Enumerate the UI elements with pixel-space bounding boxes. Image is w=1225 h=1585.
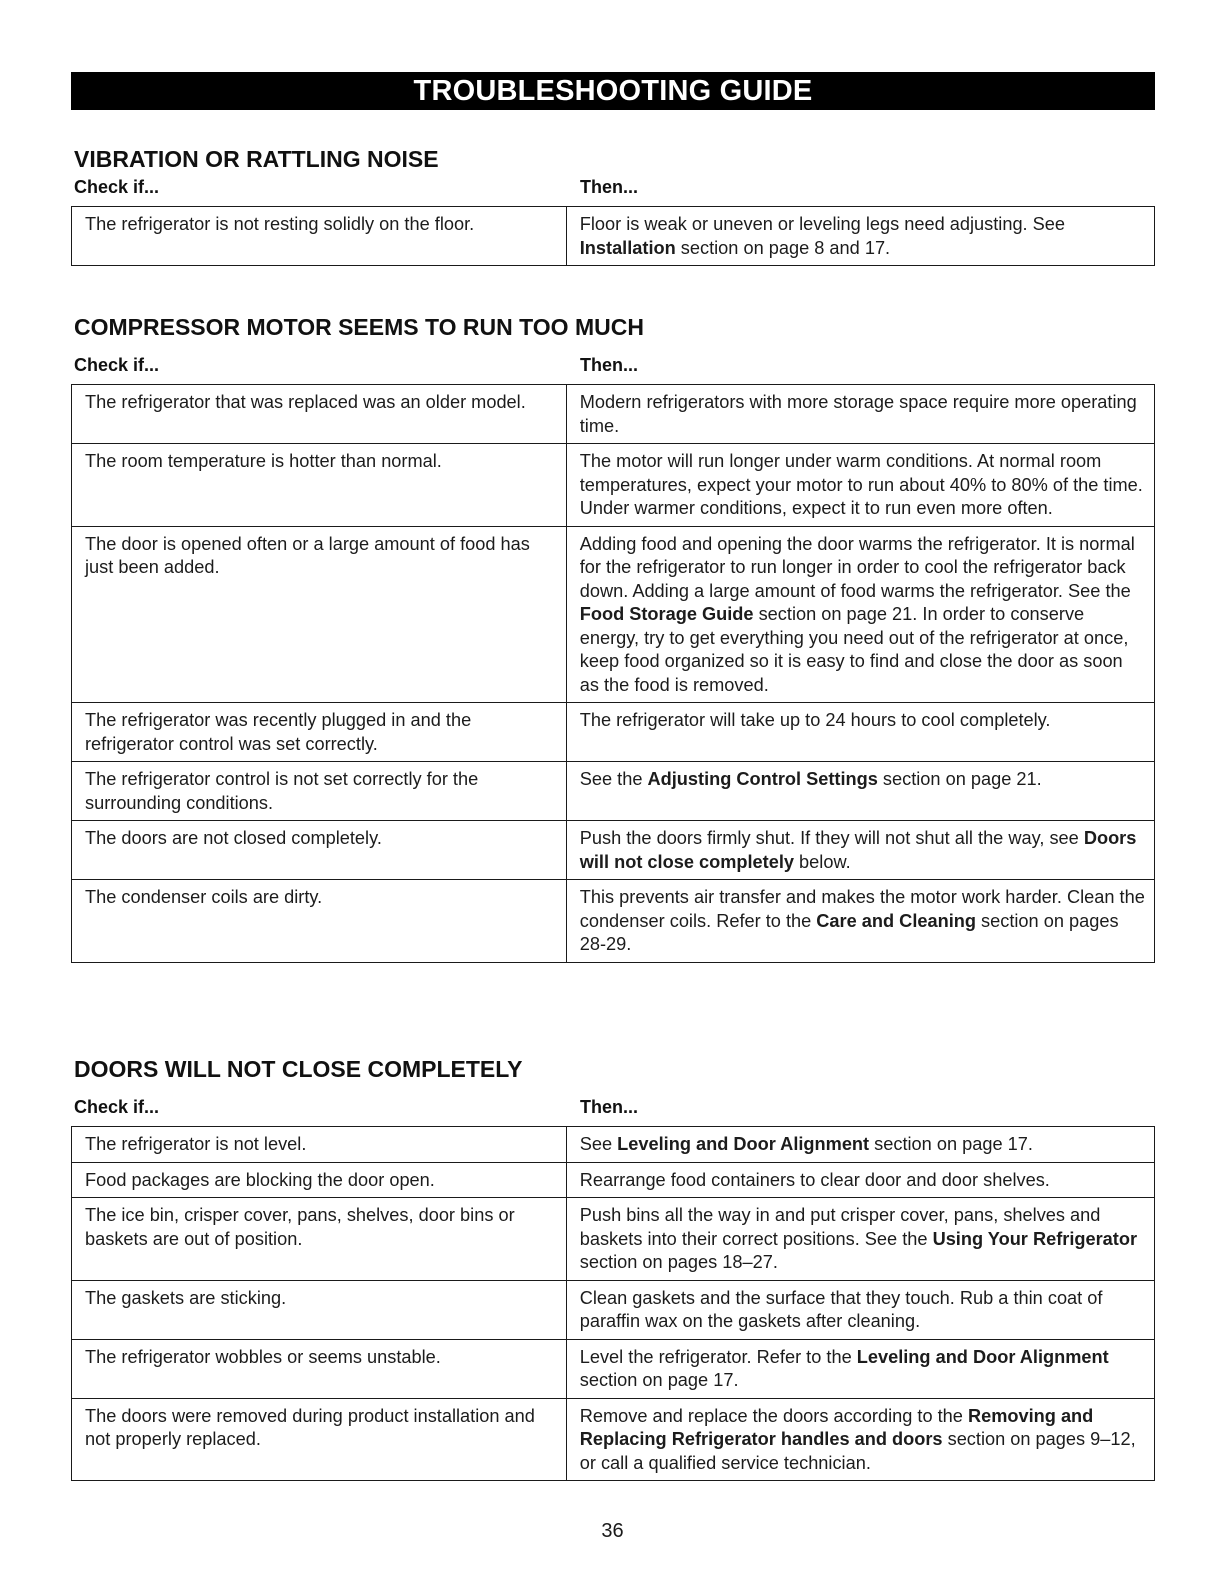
cell-text: section on page 8 and 17.: [675, 237, 891, 258]
then-cell: [566, 1280, 1154, 1339]
table-row: [72, 1127, 1155, 1163]
cell-text: See: [579, 1134, 618, 1154]
check-if-cell: The refrigerator was recently plugged in and the refrigerator control was set correctly.: [72, 703, 567, 762]
then-cell: [566, 703, 1154, 762]
cell-text: Clean gaskets and the surface that they touch. Rub a thin coat of paraffin wax on the gaskets after cleaning.: [579, 1287, 1103, 1331]
table-row: [72, 762, 1155, 821]
bold-reference: Care and Cleaning: [816, 910, 976, 931]
table-row: [72, 880, 1155, 963]
table-row: [72, 444, 1155, 527]
table-row: [72, 1339, 1155, 1398]
page-title: TROUBLESHOOTING GUIDE: [71, 72, 1155, 110]
table-row: [72, 1398, 1155, 1481]
cell-text: Rearrange food containers to clear door and door shelves.: [579, 1169, 1050, 1190]
then-cell: [566, 385, 1154, 444]
check-if-cell: The doors were removed during product installation and not properly replaced.: [72, 1398, 567, 1481]
check-if-cell: The refrigerator is not level.: [72, 1127, 567, 1163]
table-row: [72, 385, 1155, 444]
then-cell: [566, 880, 1154, 963]
cell-text: Push the doors firmly shut. If they will not shut all the way, see: [579, 828, 1084, 848]
check-if-header: Check if...: [74, 1097, 160, 1117]
check-if-cell: The gaskets are sticking.: [72, 1280, 567, 1339]
bold-reference: Leveling and Door Alignment: [856, 1346, 1109, 1367]
bold-reference: Food Storage Guide: [579, 604, 754, 624]
cell-text: This prevents air transfer and makes the motor work harder. Clean the condenser coils. Refer to the: [579, 887, 1145, 931]
section-title: VIBRATION OR RATTLING NOISE: [74, 146, 439, 172]
then-cell: [566, 1198, 1154, 1281]
bold-reference: Installation: [579, 237, 676, 258]
cell-text: The refrigerator will take up to 24 hours to cool completely.: [579, 710, 1051, 730]
then-cell: [566, 762, 1154, 821]
check-if-cell: The refrigerator is not resting solidly on the floor.: [72, 207, 567, 266]
check-if-header: Check if...: [74, 177, 160, 197]
then-header: Then...: [580, 355, 638, 375]
then-cell: [566, 207, 1154, 266]
cell-text: section on page 17.: [579, 1370, 739, 1390]
cell-text: section on page 21. In order to conserve energy, try to get everything you need out of the refrigerator at once, keep food organized so it is easy to find and close the door as soon as the food is removed.: [579, 604, 1129, 695]
check-if-header: Check if...: [74, 355, 160, 375]
then-cell: [566, 526, 1154, 703]
table-row: [72, 1280, 1155, 1339]
section-title: COMPRESSOR MOTOR SEEMS TO RUN TOO MUCH: [74, 314, 644, 340]
check-if-cell: The refrigerator control is not set correctly for the surrounding conditions.: [72, 762, 567, 821]
troubleshooting-table: [71, 1126, 1155, 1481]
cell-text: Adding food and opening the door warms the refrigerator. It is normal for the refrigerator to run longer in order to cool the refrigerator back down. Adding a large amount of food warms the refrigerator. See the: [579, 533, 1135, 601]
then-header: Then...: [580, 177, 638, 197]
troubleshooting-table: [71, 384, 1155, 963]
table-body: [72, 1127, 1155, 1481]
cell-text: section on pages 28-29.: [579, 910, 1119, 954]
table-body: [72, 385, 1155, 963]
bold-reference: Doors will not close completely: [579, 828, 1137, 872]
then-cell: [566, 444, 1154, 527]
troubleshooting-table: [71, 206, 1155, 266]
cell-text: See the: [579, 769, 648, 789]
table-row: [72, 821, 1155, 880]
then-cell: [566, 821, 1154, 880]
bold-reference: Using Your Refrigerator: [932, 1228, 1138, 1249]
table-row: [72, 207, 1155, 266]
table-row: [72, 1198, 1155, 1281]
cell-text: Push bins all the way in and put crisper cover, pans, shelves and baskets into their correct positions. See the: [579, 1205, 1101, 1249]
cell-text: below.: [794, 851, 851, 872]
check-if-cell: The doors are not closed completely.: [72, 821, 567, 880]
cell-text: section on pages 9–12, or call a qualified service technician.: [579, 1429, 1136, 1473]
then-header: Then...: [580, 1097, 638, 1117]
check-if-cell: The door is opened often or a large amount of food has just been added.: [72, 526, 567, 703]
table-row: [72, 703, 1155, 762]
cell-text: Modern refrigerators with more storage space require more operating time.: [579, 392, 1137, 436]
page-number: 36: [601, 1520, 624, 1542]
cell-text: Remove and replace the doors according to the: [579, 1405, 968, 1426]
cell-text: section on pages 18–27.: [579, 1252, 778, 1272]
cell-text: section on page 17.: [869, 1134, 1033, 1154]
then-cell: [566, 1127, 1154, 1163]
check-if-cell: The refrigerator wobbles or seems unstable.: [72, 1339, 567, 1398]
check-if-cell: Food packages are blocking the door open.: [72, 1162, 567, 1198]
table-row: [72, 1162, 1155, 1198]
then-cell: [566, 1398, 1154, 1481]
cell-text: Level the refrigerator. Refer to the: [579, 1346, 857, 1367]
check-if-cell: The condenser coils are dirty.: [72, 880, 567, 963]
cell-text: Floor is weak or uneven or leveling legs need adjusting. See: [579, 214, 1066, 234]
check-if-cell: The refrigerator that was replaced was an older model.: [72, 385, 567, 444]
table-body: [72, 207, 1155, 266]
table-row: [72, 526, 1155, 703]
check-if-cell: The ice bin, crisper cover, pans, shelves, door bins or baskets are out of position.: [72, 1198, 567, 1281]
cell-text: section on page 21.: [877, 769, 1042, 789]
cell-text: The motor will run longer under warm conditions. At normal room temperatures, expect your motor to run about 40% to 80% of the time. Under warmer conditions, expect it to run even more often.: [579, 451, 1143, 518]
check-if-cell: The room temperature is hotter than normal.: [72, 444, 567, 527]
then-cell: [566, 1162, 1154, 1198]
section-title: DOORS WILL NOT CLOSE COMPLETELY: [74, 1056, 523, 1082]
bold-reference: Adjusting Control Settings: [647, 769, 878, 789]
then-cell: [566, 1339, 1154, 1398]
bold-reference: Removing and Replacing Refrigerator handles and doors: [579, 1405, 1094, 1449]
bold-reference: Leveling and Door Alignment: [617, 1134, 870, 1154]
